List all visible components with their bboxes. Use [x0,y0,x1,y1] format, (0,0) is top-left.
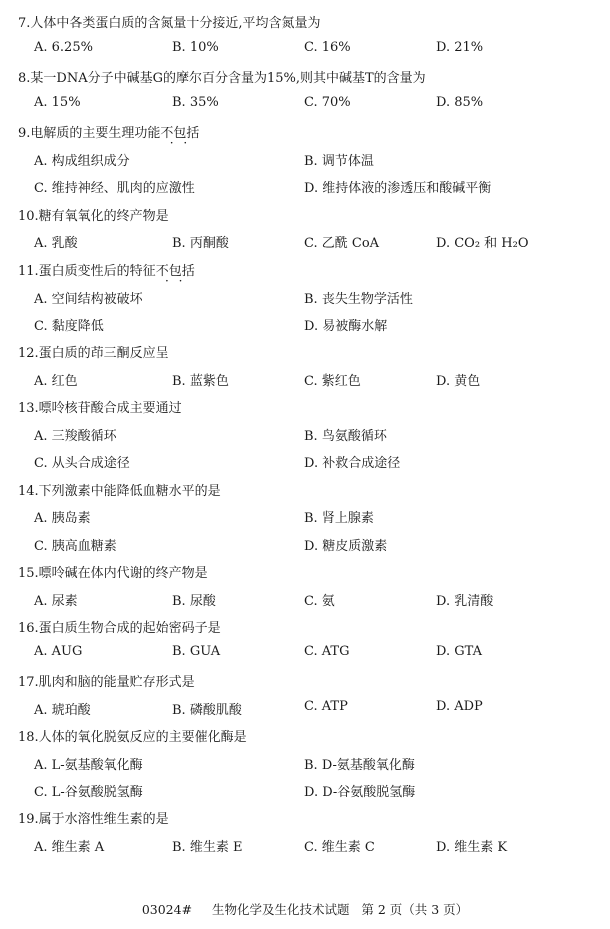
q19-option-b: B. 维生素 E [172,840,243,855]
q8-option-c: C. 70% [304,95,351,110]
q7-option-d: D. 21% [436,40,484,55]
question-stem-11 [18,260,195,279]
q8-option-d: D. 85% [436,95,484,110]
question-stem-17: 17.肌肉和脑的能量贮存形式是 [18,675,195,690]
q17-option-d: D. ADP [436,699,483,714]
q12-option-b: B. 蓝紫色 [172,374,229,389]
question-stem-14: 14.下列激素中能降低血糖水平的是 [18,484,221,499]
q14-option-b: B. 肾上腺素 [304,511,374,526]
q15-option-c: C. 氨 [304,594,335,609]
q15-option-d: D. 乳清酸 [436,594,494,609]
q11-stem-text: 11.蛋白质变性后的特征 [18,264,156,279]
q16-option-a: A. AUG [34,644,83,659]
question-stem-18: 18.人体的氧化脱氨反应的主要催化酶是 [18,730,247,745]
q18-option-d: D. D-谷氨酸脱氢酶 [304,785,416,800]
q12-option-a: A. 红色 [34,374,78,389]
q11-emphasis-text: 不包括 · · [156,260,195,279]
q11-option-a: A. 空间结构被破坏 [34,292,143,307]
footer-exam-code: 03024# [141,902,193,917]
question-stem-9 [18,122,199,141]
q16-option-b: B. GUA [172,644,221,659]
q9-option-a: A. 构成组织成分 [34,154,130,169]
q9-option-c: C. 维持神经、肌肉的应激性 [34,181,195,196]
q18-option-c: C. L-谷氨酸脱氢酶 [34,785,143,800]
question-stem-10: 10.糖有氧氧化的终产物是 [18,209,169,224]
q14-option-a: A. 胰岛素 [34,511,91,526]
q8-option-a: A. 15% [34,95,81,110]
q18-option-a: A. L-氨基酸氧化酶 [34,758,143,773]
q12-option-c: C. 紫红色 [304,374,361,389]
question-stem-19: 19.属于水溶性维生素的是 [18,812,169,827]
q9-emphasis-text: 不包括 · · [160,122,199,141]
q8-option-b: B. 35% [172,95,219,110]
q11-option-c: C. 黏度降低 [34,319,104,334]
q13-option-d: D. 补救合成途径 [304,456,401,471]
q7-option-c: C. 16% [304,40,351,55]
q12-option-d: D. 黄色 [436,374,481,389]
q11-option-d: D. 易被酶水解 [304,319,388,334]
q9-option-d: D. 维持体液的渗透压和酸碱平衡 [304,181,492,196]
q17-option-b: B. 磷酸肌酸 [172,703,242,718]
q11-option-b: B. 丧失生物学活性 [304,292,413,307]
question-stem-8: 8.某一DNA分子中碱基G的摩尔百分含量为15%,则其中碱基T的含量为 [18,71,426,86]
q19-option-d: D. 维生素 K [436,840,508,855]
q9-stem-text: 9.电解质的主要生理功能 [18,126,161,141]
q18-option-b: B. D-氨基酸氧化酶 [304,758,415,773]
q7-option-a: A. 6.25% [34,40,93,55]
page-footer [0,900,610,918]
q14-option-c: C. 胰高血糖素 [34,539,117,554]
q15-option-a: A. 尿素 [34,594,78,609]
q10-option-a: A. 乳酸 [34,236,78,251]
footer-exam-title: 生物化学及生化技术试题 [211,902,350,917]
q16-option-c: C. ATG [304,644,350,659]
q19-option-c: C. 维生素 C [304,840,375,855]
q13-option-c: C. 从头合成途径 [34,456,130,471]
q19-option-a: A. 维生素 A [34,840,105,855]
q17-option-c: C. ATP [304,699,348,714]
q7-option-b: B. 10% [172,40,219,55]
q14-option-d: D. 糖皮质激素 [304,539,388,554]
q10-option-b: B. 丙酮酸 [172,236,229,251]
q16-option-d: D. GTA [436,644,482,659]
q13-option-a: A. 三羧酸循环 [34,429,117,444]
question-stem-16: 16.蛋白质生物合成的起始密码子是 [18,621,221,636]
q10-option-d: D. CO₂ 和 H₂O [436,236,529,251]
q9-option-b: B. 调节体温 [304,154,374,169]
q13-option-b: B. 鸟氨酸循环 [304,429,387,444]
q10-option-c: C. 乙酰 CoA [304,236,380,251]
question-stem-7: 7.人体中各类蛋白质的含氮量十分接近,平均含氮量为 [18,16,321,31]
question-stem-12: 12.蛋白质的茚三酮反应呈 [18,346,169,361]
footer-page-number: 第 2 页（共 3 页） [361,902,469,917]
q15-option-b: B. 尿酸 [172,594,216,609]
q17-option-a: A. 琥珀酸 [34,703,91,718]
question-stem-13: 13.嘌呤核苷酸合成主要通过 [18,401,182,416]
question-stem-15: 15.嘌呤碱在体内代谢的终产物是 [18,566,208,581]
